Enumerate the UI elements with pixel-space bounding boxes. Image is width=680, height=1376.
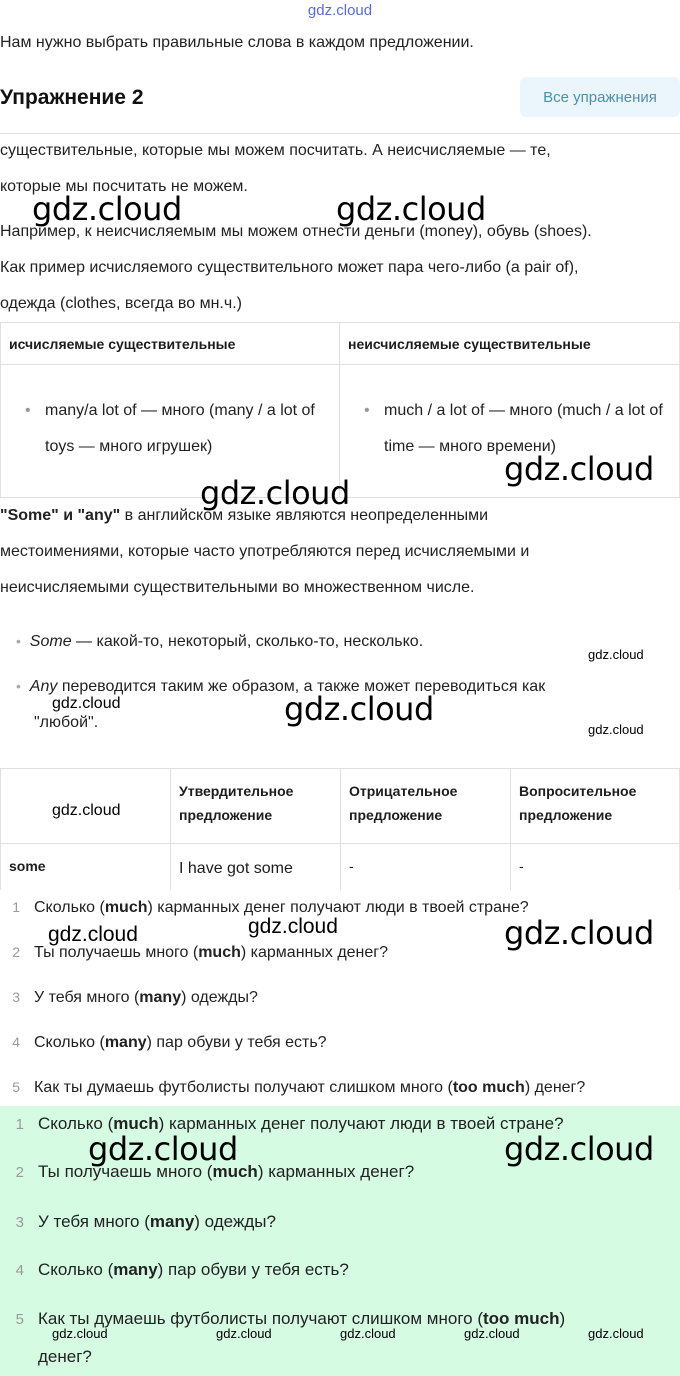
- all-exercises-button[interactable]: Все упражнения: [520, 77, 680, 117]
- theory-line: одежда (clothes, всегда во мн.ч.): [0, 295, 242, 312]
- some-any-bold: "Some" и "any": [0, 507, 121, 524]
- watermark: gdz.cloud: [588, 722, 644, 737]
- watermark: gdz.cloud: [200, 474, 350, 512]
- item-text: Ты получаешь много (: [34, 944, 199, 961]
- watermark: gdz.cloud: [52, 802, 121, 819]
- watermark: gdz.cloud: [588, 1326, 644, 1341]
- table-cell: some: [1, 844, 171, 921]
- watermark: gdz.cloud: [340, 1326, 396, 1341]
- table-cell: -: [511, 844, 680, 921]
- item-answer: many: [139, 989, 182, 1006]
- item-text: ) карманных денег получают люди в твоей стране?: [147, 899, 529, 916]
- item-answer: much: [212, 1162, 258, 1181]
- bullet-text: — какой-то, некоторый, сколько-то, несколько.: [71, 633, 424, 650]
- watermark: gdz.cloud: [504, 1130, 654, 1168]
- exercise-title: Упражнение 2: [0, 86, 144, 109]
- watermark: gdz.cloud: [504, 914, 654, 952]
- item-text: ) карманных денег?: [257, 1162, 415, 1181]
- divider: [0, 133, 680, 134]
- item-answer: much: [113, 1114, 159, 1133]
- watermark: gdz.cloud: [32, 190, 182, 228]
- theory-line: существительные, которые мы можем посчитать. А неисчисляемые — те,: [0, 142, 551, 159]
- watermark: gdz.cloud: [284, 690, 434, 728]
- item-answer: many: [113, 1260, 158, 1279]
- watermark: gdz.cloud: [588, 647, 644, 662]
- answer-line2: денег?: [38, 1347, 92, 1366]
- table-header: Вопросительное предложение: [511, 769, 680, 844]
- answer-item: [0, 1260, 680, 1280]
- item-text: ) денег?: [524, 1079, 586, 1096]
- item-text: Сколько (: [38, 1114, 114, 1133]
- table-header: исчисляемые существительные: [1, 323, 340, 365]
- item-number: 5: [15, 1311, 24, 1328]
- item-text: Сколько (: [38, 1260, 114, 1279]
- watermark: gdz.cloud: [88, 1130, 238, 1168]
- item-text: ) карманных денег получают люди в твоей стране?: [158, 1114, 564, 1133]
- item-text: ) одежды?: [181, 989, 258, 1006]
- question-item: [0, 1079, 680, 1097]
- item-answer: many: [104, 1034, 147, 1051]
- item-number: 4: [12, 1034, 20, 1050]
- watermark: gdz.cloud: [336, 190, 486, 228]
- watermark: gdz.cloud: [52, 1326, 108, 1341]
- bullet-text: переводится таким же образом, а также может переводиться как: [57, 678, 546, 695]
- table-header: Утвердительное предложение: [171, 769, 341, 844]
- item-text: У тебя много (: [34, 989, 140, 1006]
- item-text: ) карманных денег?: [240, 944, 389, 961]
- list-item: • much / a lot of — много (much / a lot of time — много времени): [340, 365, 679, 465]
- table-cell: I have got some: [171, 844, 341, 921]
- bullet-dot-icon: •: [16, 678, 21, 694]
- intro-text: Нам нужно выбрать правильные слова в каждом предложении.: [0, 34, 474, 51]
- item-answer: much: [104, 899, 148, 916]
- bullet-some: [16, 633, 423, 651]
- item-text: У тебя много (: [38, 1212, 150, 1231]
- item-answer: much: [198, 944, 241, 961]
- list-item: • many/a lot of — много (many / a lot of toys — много игрушек): [1, 365, 339, 465]
- item-number: 3: [12, 989, 20, 1005]
- bullet-term: Some: [29, 633, 72, 650]
- bullet-any: [16, 678, 545, 696]
- watermark: gdz.cloud: [248, 915, 338, 938]
- item-text: ) одежды?: [194, 1212, 276, 1231]
- some-any-line: местоимениями, которые часто употребляются перед исчисляемыми и: [0, 543, 530, 560]
- item-number: 1: [12, 899, 20, 915]
- item-number: 3: [15, 1214, 24, 1231]
- item-answer: many: [149, 1212, 195, 1231]
- bullet-term: Any: [29, 678, 58, 695]
- item-text: ) пар обуви у тебя есть?: [146, 1034, 327, 1051]
- watermark: gdz.cloud: [216, 1326, 272, 1341]
- item-text: ) пар обуви у тебя есть?: [157, 1260, 349, 1279]
- watermark: gdz.cloud: [464, 1326, 520, 1341]
- question-item: [0, 989, 680, 1007]
- theory-line: которые мы посчитать не можем.: [0, 178, 248, 195]
- item-number: 1: [15, 1116, 24, 1133]
- question-item: [0, 1034, 680, 1052]
- watermark: gdz.cloud: [48, 923, 138, 946]
- item-text: Как ты думаешь футболисты получают слишком много (: [34, 1079, 453, 1096]
- theory-line: Как пример исчисляемого существительного может пара чего-либо (a pair of),: [0, 259, 579, 276]
- watermark: gdz.cloud: [52, 695, 121, 712]
- some-any-text: в английском языке являются неопределенными: [124, 507, 489, 524]
- answer-item: [0, 1212, 680, 1232]
- item-answer: too much: [482, 1309, 560, 1328]
- item-text: Ты получаешь много (: [38, 1162, 213, 1181]
- item-answer: too much: [452, 1079, 525, 1096]
- bullet-any-line2: "любой".: [34, 714, 99, 731]
- item-number: 4: [15, 1262, 24, 1279]
- table-header: Отрицательное предложение: [341, 769, 511, 844]
- table-cell: -: [341, 844, 511, 921]
- some-any-line: неисчисляемыми существительными во множественном числе.: [0, 579, 475, 596]
- bullet-dot-icon: •: [16, 633, 21, 649]
- item-text: Сколько (: [34, 1034, 105, 1051]
- top-brand[interactable]: gdz.cloud: [307, 2, 373, 19]
- item-number: 2: [12, 944, 20, 960]
- item-text: Как ты думаешь футболисты получают слишком много (: [38, 1309, 483, 1328]
- item-text: Сколько (: [34, 899, 105, 916]
- watermark: gdz.cloud: [504, 450, 654, 488]
- table-header: неисчисляемые существительные: [340, 323, 680, 365]
- item-number: 5: [12, 1079, 20, 1095]
- item-number: 2: [15, 1164, 24, 1181]
- item-text: ): [559, 1309, 566, 1328]
- theory-line: Например, к неисчисляемым мы можем отнести деньги (money), обувь (shoes).: [0, 223, 592, 240]
